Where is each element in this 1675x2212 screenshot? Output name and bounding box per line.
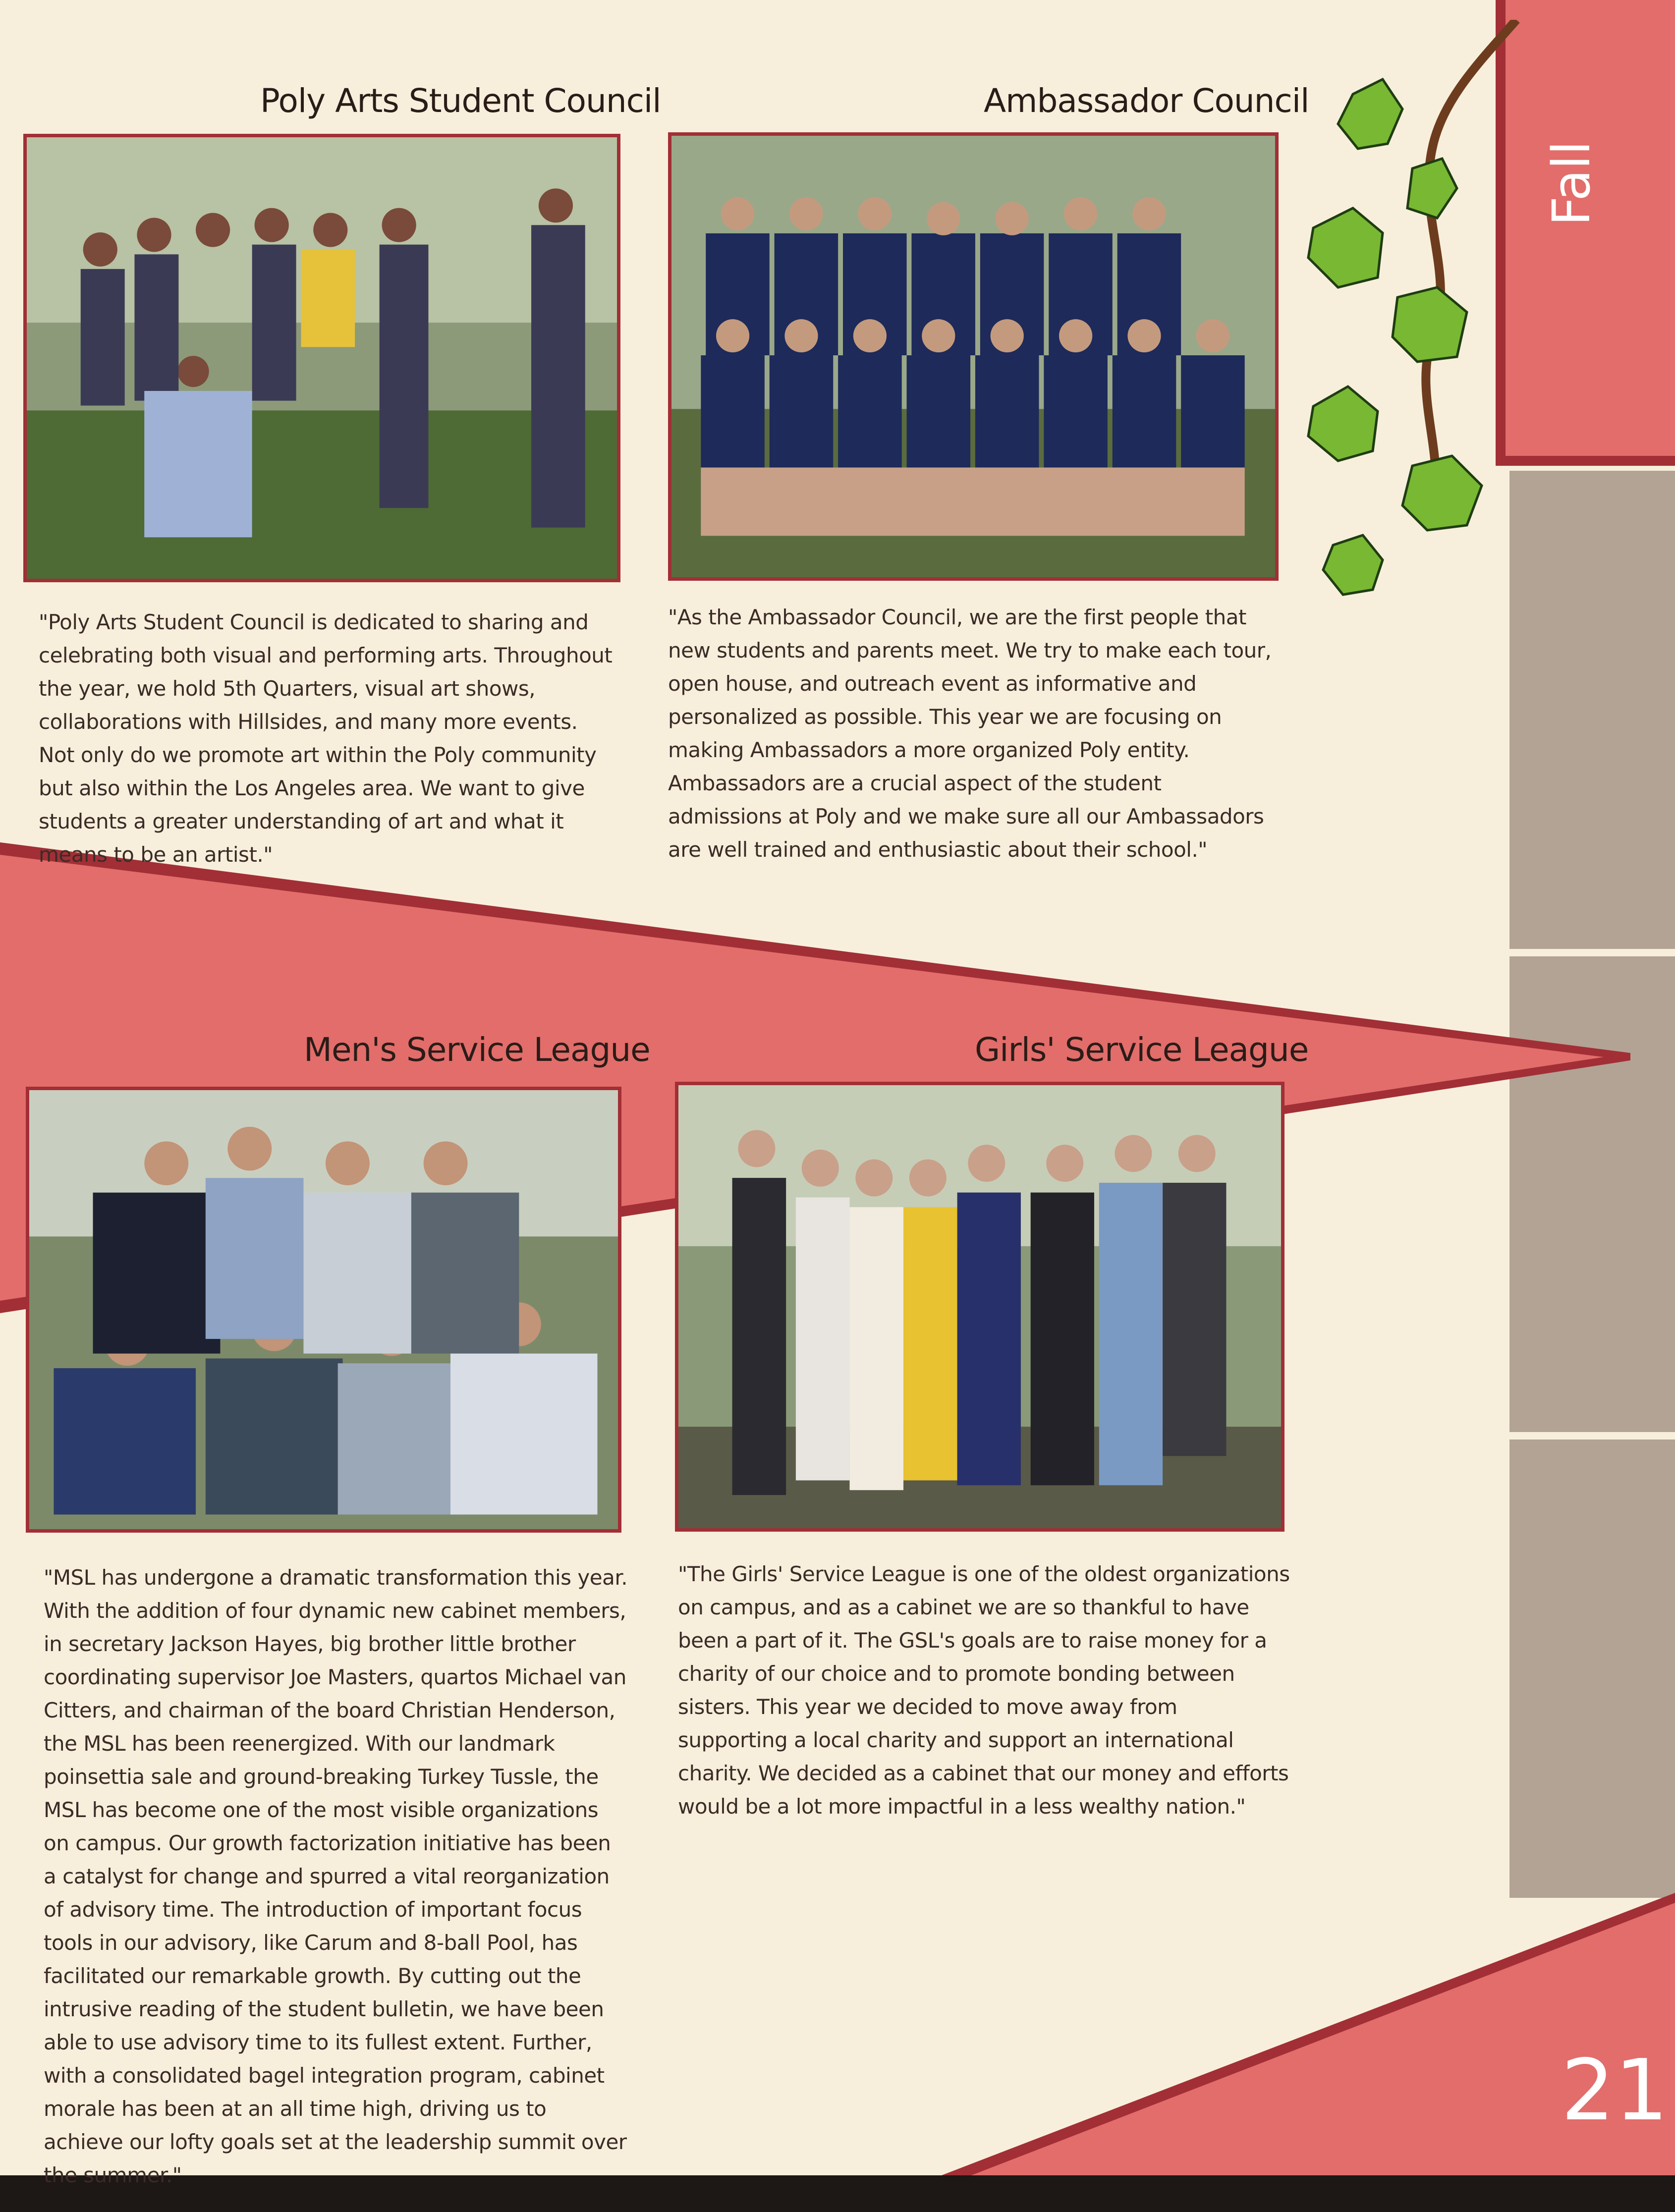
org-title-poly-arts: Poly Arts Student Council xyxy=(260,82,661,120)
org-quote-gsl: "The Girls' Service League is one of the oldest organizations on campus, and as a cabinet we are so thankful to have been a part of it. The GSL's goals are to raise money for a charity of our choice and to promote bonding between sisters. This year we decided to move away from supporting a local charity and support an international charity. We decided as a cabinet that our money and efforts would be a lot more impactful in a less wealthy nation." xyxy=(678,1562,1290,1819)
page-number: 21 xyxy=(1561,2042,1669,2140)
side-tab-3 xyxy=(1509,956,1675,1432)
org-quote-ambassador: "As the Ambassador Council, we are the first people that new students and parents meet. We try to make each tour, open house, and outreach event as informative and personalized as possible. This year we are focusing on making Ambassadors a more organized Poly entity. Ambassadors are a crucial aspect of the student admissions at Poly and we make sure all our Ambassadors are well trained and enthusiastic about their school." xyxy=(668,605,1272,862)
org-title-ambassador: Ambassador Council xyxy=(984,82,1309,120)
side-tab-2 xyxy=(1509,471,1675,949)
group-photo xyxy=(26,1087,621,1533)
side-tab-4 xyxy=(1509,1439,1675,1898)
org-title-msl: Men's Service League xyxy=(304,1031,650,1069)
group-photo xyxy=(668,132,1279,581)
org-title-gsl: Girls' Service League xyxy=(975,1031,1309,1069)
group-photo xyxy=(23,134,620,582)
group-photo xyxy=(675,1082,1284,1532)
section-tab-label: Fall xyxy=(1541,141,1602,226)
org-quote-msl: "MSL has undergone a dramatic transformation this year. With the addition of four dynamic new cabinet members, in secretary Jackson Hayes, big brother little brother coordinating supervisor Joe Masters, quartos Michael van Citters, and chairman of the board Christian Henderson, the MSL has been reenergized. With our landmark poinsettia sale and ground-breaking Turkey Tussle, the MSL has become one of the most visible organizations on campus. Our growth factorization initiative has been a catalyst for change and spurred a vital reorganization of advisory time. The introduction of important focus tools in our advisory, like Carum and 8-ball Pool, has facilitated our remarkable growth. By cutting out the intrusive reading of the student bulletin, we have been able to use advisory time to its fullest extent. Further, with a consolidated bagel integration program, cabinet morale has been at an all time high, driving us to achieve our lofty goals set at the leadership summit over the summer." xyxy=(44,1565,628,2187)
ivy-vine-icon xyxy=(1284,20,1531,605)
org-quote-poly-arts: "Poly Arts Student Council is dedicated to sharing and celebrating both visual and performing arts. Throughout the year, we hold 5th Quarters, visual art shows, collaborations with Hillsides, and many more events. Not only do we promote art within the Poly community but also within the Los Angeles area. We want to give students a greater understanding of art and what it means to be an artist." xyxy=(39,610,613,867)
